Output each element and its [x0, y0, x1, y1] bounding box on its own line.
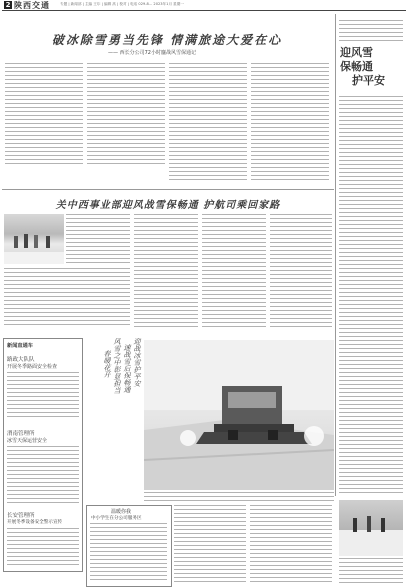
- vertical-line-1: 迎战冰雪护平安: [133, 338, 141, 387]
- photo-caption-text: [144, 492, 334, 504]
- news-box-label: 新闻直通车: [7, 343, 33, 349]
- news-item-1-text: [7, 372, 79, 420]
- news-box: [3, 338, 83, 572]
- side-title-line-1: 迎风雪: [340, 46, 373, 59]
- article-2-col-4: [270, 214, 332, 330]
- news-item-3-title-2: 开展冬季设备安全警示宣传: [7, 520, 63, 525]
- headline-1-subtitle: —— 西长分公司72小时鏖战风雪保通记: [108, 50, 196, 56]
- section-divider: [2, 189, 334, 190]
- side-column-text-a: [339, 20, 403, 44]
- article-2-col-3: [202, 214, 266, 330]
- header-info: 专题 | 新闻部 | 主编 王尔 | 编辑 高 | 校对 | 电话 029-8... 2023年1月 星期一: [60, 2, 184, 6]
- boxed-heading-2: 中小学生在分公司服务区: [91, 516, 142, 521]
- side-title-line-2: 保畅通: [340, 60, 373, 73]
- article-1-col-2: [87, 63, 165, 167]
- side-title-line-3: 护平安: [352, 74, 385, 87]
- boxed-text: [90, 523, 167, 583]
- news-item-2-title-2: 冰雪天保运营安全: [7, 438, 48, 444]
- photo-workers-snow: [4, 214, 64, 264]
- headline-2: 关中西事业部迎风战雪保畅通 护航司乘回家路: [55, 200, 281, 211]
- news-item-2-title-1: 渭南管理所: [7, 431, 35, 437]
- news-item-1-title-1: 路政大队队: [7, 357, 35, 363]
- bottom-col-2: [250, 505, 332, 585]
- photo-snowplow: [144, 340, 334, 490]
- masthead-rule: [2, 10, 406, 11]
- vertical-line-4: 春暖花开: [103, 350, 111, 378]
- boxed-article: [86, 505, 172, 587]
- article-2-col-1: [66, 214, 130, 266]
- side-column-title: [340, 46, 404, 88]
- article-1-col-4: [251, 63, 329, 181]
- center-vertical-text: [86, 338, 144, 498]
- vertical-line-2: 速战雪后保畅通: [123, 344, 131, 393]
- page-number: 2: [5, 1, 11, 9]
- news-item-1-title-2: 开展冬季路面安全检查: [7, 364, 58, 370]
- vertical-line-3: 风雪之中彰显担当: [113, 338, 121, 394]
- side-column-text-b: [339, 96, 403, 496]
- masthead: [0, 0, 408, 10]
- news-item-3-text: [7, 528, 79, 568]
- paper-name: 陕西交通: [14, 0, 50, 10]
- photo-bottom-right: [339, 500, 403, 556]
- news-item-3-title-1: 长安管理所: [7, 513, 35, 519]
- article-1-col-1: [5, 63, 83, 167]
- side-column-divider: [335, 14, 336, 496]
- bottom-col-1: [174, 505, 246, 585]
- bottom-right-text: [339, 558, 403, 584]
- article-2-col-0: [4, 268, 130, 328]
- news-item-2-text: [7, 446, 79, 506]
- boxed-heading-1: 温暖你我: [111, 509, 132, 515]
- article-2-col-2: [134, 214, 198, 330]
- article-1-col-3: [169, 63, 247, 181]
- headline-1: 破冰除雪勇当先锋 情满旅途大爱在心: [51, 33, 283, 47]
